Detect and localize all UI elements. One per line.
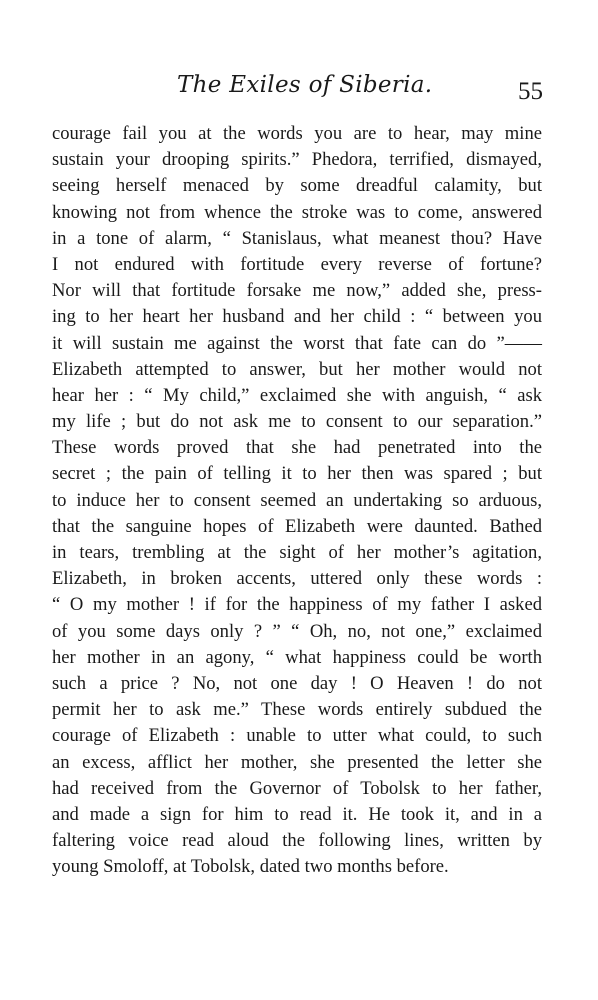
text-line: hear her : “ My child,” exclaimed she with anguish, “ ask	[52, 384, 542, 406]
text-line: her mother in an agony, “ what happiness could be worth	[52, 646, 542, 668]
text-line: These words proved that she had penetrated into the	[52, 437, 542, 459]
text-line: and made a sign for him to read it. He took it, and in a	[52, 803, 542, 825]
text-line: Nor will that fortitude forsake me now,” added she, press-	[52, 280, 542, 302]
text-line: Elizabeth attempted to answer, but her mother would not	[52, 358, 542, 380]
text-line: knowing not from whence the stroke was to come, answered	[52, 201, 542, 223]
text-line: Elizabeth, in broken accents, uttered only these words :	[52, 568, 542, 590]
text-line: seeing herself menaced by some dreadful calamity, but	[52, 175, 542, 197]
text-line: faltering voice read aloud the following lines, written by	[52, 830, 542, 852]
text-line: young Smoloff, at Tobolsk, dated two months before.	[52, 856, 449, 878]
page-number: 55	[518, 78, 543, 105]
text-line: I not endured with fortitude every reverse of fortune?	[52, 253, 542, 275]
text-line: my life ; but do not ask me to consent to our separation.”	[52, 411, 542, 433]
text-line: in tears, trembling at the sight of her mother’s agitation,	[52, 542, 542, 563]
text-line: it will sustain me against the worst that fate can do ”——	[52, 332, 542, 354]
text-line: courage fail you at the words you are to hear, may mine	[52, 123, 542, 144]
text-line: to induce her to consent seemed an undertaking so arduous,	[52, 489, 542, 511]
page-header	[52, 72, 543, 108]
text-line: “ O my mother ! if for the happiness of my father I asked	[52, 594, 542, 616]
running-title: The Exiles of Siberia.	[177, 72, 433, 98]
text-line: secret ; the pain of telling it to her then was spared ; but	[52, 463, 542, 485]
text-line: that the sanguine hopes of Elizabeth were daunted. Bathed	[52, 515, 542, 537]
text-line: of you some days only ? ” “ Oh, no, not one,” exclaimed	[52, 620, 542, 642]
body-text	[52, 121, 542, 880]
text-line: ing to her heart her husband and her child : “ between you	[52, 306, 542, 328]
text-line: such a price ? No, not one day ! O Heaven ! do not	[52, 672, 542, 694]
text-line: courage of Elizabeth : unable to utter what could, to such	[52, 725, 542, 747]
text-line: had received from the Governor of Tobolsk to her father,	[52, 777, 542, 799]
text-line: in a tone of alarm, “ Stanislaus, what meanest thou? Have	[52, 227, 542, 249]
text-line: an excess, afflict her mother, she presented the letter she	[52, 751, 542, 773]
text-line: permit her to ask me.” These words entirely subdued the	[52, 699, 542, 721]
text-line: sustain your drooping spirits.” Phedora, terrified, dismayed,	[52, 149, 542, 171]
